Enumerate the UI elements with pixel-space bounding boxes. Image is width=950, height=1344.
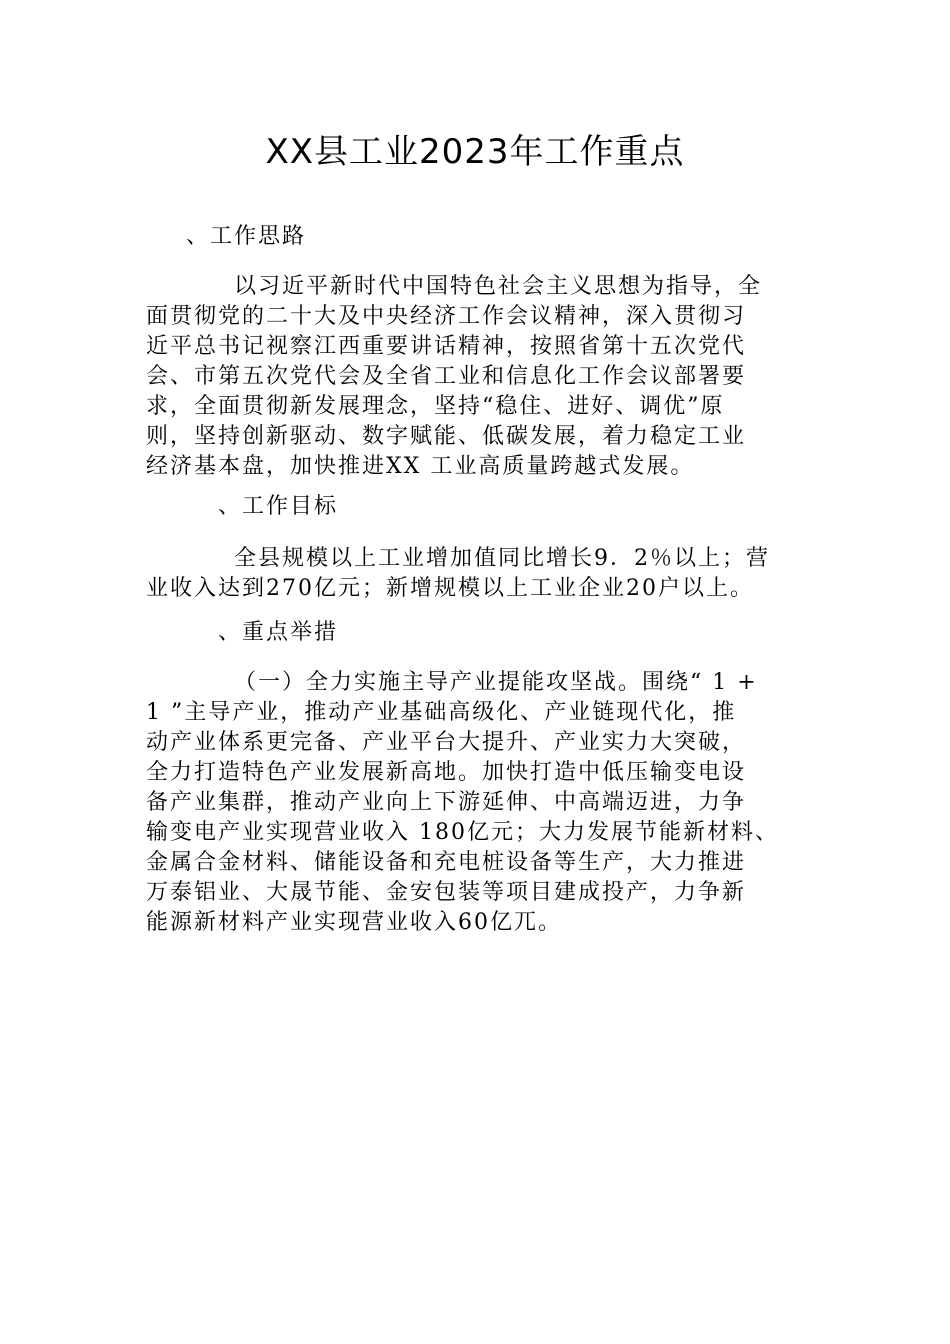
section-body-work-approach bbox=[146, 272, 808, 482]
paragraph-line: 万泰铝业、大晟节能、金安包装等项目建成投产，力争新 bbox=[146, 880, 747, 905]
section-body-work-goals bbox=[146, 544, 808, 604]
paragraph-line: 经济基本盘，加快推进XX 工业高质量跨越式发展。 bbox=[146, 454, 695, 479]
paragraph-line: （一）全力实施主导产业提能攻坚战。围绕“ 1 + bbox=[234, 670, 758, 695]
paragraph-line: 备产业集群，推动产业向上下游延伸、中高端迈进，力争 bbox=[146, 790, 747, 815]
paragraph-line: 近平总书记视察江西重要讲话精神，按照省第十五次党代 bbox=[146, 334, 747, 359]
paragraph-line: 以习近平新时代中国特色社会主义思想为指导，全 bbox=[234, 274, 763, 299]
section-heading-work-goals: 、工作目标 bbox=[218, 494, 339, 519]
paragraph-line: 全力打造特色产业发展新高地。加快打造中低压输变电设 bbox=[146, 760, 747, 785]
section-heading-work-approach: 、工作思路 bbox=[186, 224, 307, 249]
section-heading-key-measures: 、重点举措 bbox=[218, 620, 339, 645]
section-body-key-measures bbox=[146, 668, 808, 938]
document-title: XX县工业2023年工作重点 bbox=[265, 132, 685, 172]
paragraph-line: 全县规模以上工业增加值同比增长9．2％以上；营 bbox=[234, 546, 770, 571]
paragraph-line: 面贯彻党的二十大及中央经济工作会议精神，深入贯彻习 bbox=[146, 304, 747, 329]
paragraph-line: 则，坚持创新驱动、数字赋能、低碳发展，着力稳定工业 bbox=[146, 424, 747, 449]
paragraph-line: 求，全面贯彻新发展理念，坚持“稳住、进好、调优”原 bbox=[146, 394, 725, 419]
paragraph-line: 业收入达到270亿元；新增规模以上工业企业20户以上。 bbox=[146, 576, 754, 601]
paragraph-line: 能源新材料产业实现营业收入60亿兀。 bbox=[146, 910, 562, 935]
paragraph-line: 输变电产业实现营业收入 180亿元；大力发展节能新材料、 bbox=[146, 820, 779, 845]
paragraph-line: 会、市第五次党代会及全省工业和信息化工作会议部署要 bbox=[146, 364, 747, 389]
paragraph-line: 金属合金材料、储能设备和充电桩设备等生产，大力推进 bbox=[146, 850, 747, 875]
paragraph-line: 动产业体系更完备、产业平台大提升、产业实力大突破， bbox=[146, 730, 747, 755]
paragraph-line: 1 ”主导产业，推动产业基础高级化、产业链现代化，推 bbox=[146, 700, 737, 725]
